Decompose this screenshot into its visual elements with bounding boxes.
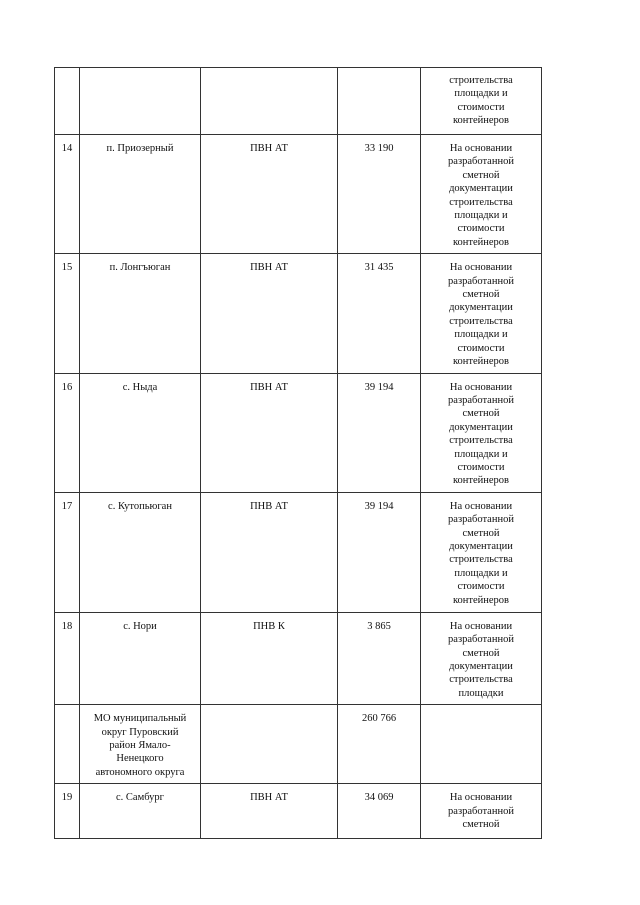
basis-line: площадки и xyxy=(454,210,508,222)
basis-cell xyxy=(421,492,542,612)
municipality-line: МО муниципальный xyxy=(93,713,187,725)
basis-line: площадки и xyxy=(454,329,508,341)
basis-cell xyxy=(421,68,542,135)
basis-line: сметной xyxy=(462,169,500,181)
basis-line: документации xyxy=(449,421,513,433)
row-number-cell: 15 xyxy=(55,254,80,373)
basis-line: сметной xyxy=(462,408,500,420)
basis-line: разработанной xyxy=(448,394,514,406)
basis-cell xyxy=(421,784,542,839)
basis-line: площадки и xyxy=(454,448,508,460)
site-type-cell xyxy=(201,705,338,784)
basis-line: площадки xyxy=(458,687,504,699)
basis-line: строительства xyxy=(449,196,513,208)
settlement-cell: п. Приозерный xyxy=(80,135,201,254)
basis-cell xyxy=(421,254,542,373)
row-number-cell: 16 xyxy=(55,373,80,492)
site-type-cell: ПНВ АТ xyxy=(201,492,338,612)
basis-line: На основании xyxy=(449,500,513,512)
row-number-cell xyxy=(55,705,80,784)
basis-line: разработанной xyxy=(448,275,514,287)
basis-line: сметной xyxy=(462,647,500,659)
basis-line: контейнеров xyxy=(452,475,510,487)
row-number-cell: 14 xyxy=(55,135,80,254)
basis-line: документации xyxy=(449,302,513,314)
settlement-cell: п. Лонгъюган xyxy=(80,254,201,373)
subtotal-row xyxy=(55,705,542,784)
row-number-cell: 19 xyxy=(55,784,80,839)
row-number-cell: 17 xyxy=(55,492,80,612)
table-row xyxy=(55,492,542,612)
site-type-cell: ПВН АТ xyxy=(201,373,338,492)
settlement-cell: с. Ныда xyxy=(80,373,201,492)
amount-cell: 31 435 xyxy=(338,254,421,373)
municipality-line: район Ямало- xyxy=(109,740,171,751)
basis-line: сметной xyxy=(462,289,500,301)
settlement-cell: с. Нори xyxy=(80,612,201,704)
basis-line: разработанной xyxy=(448,156,514,168)
settlement-cell: с. Кутопьюган xyxy=(80,492,201,612)
basis-line: строительства xyxy=(449,435,513,447)
basis-line: разработанной xyxy=(448,514,514,526)
basis-line: На основании xyxy=(449,143,513,154)
basis-cell xyxy=(421,612,542,704)
basis-line: На основании xyxy=(449,381,513,393)
table-row xyxy=(55,68,542,135)
site-type-cell: ПВН АТ xyxy=(201,784,338,839)
basis-line: стоимости xyxy=(457,581,505,593)
basis-line: документации xyxy=(449,183,513,195)
table-row xyxy=(55,612,542,704)
basis-line: сметной xyxy=(462,527,500,539)
table-row xyxy=(55,254,542,373)
subtotal-amount-cell: 260 766 xyxy=(338,705,421,784)
basis-line: сметной xyxy=(462,819,500,831)
amount-cell: 33 190 xyxy=(338,135,421,254)
site-type-cell: ПВН АТ xyxy=(201,254,338,373)
basis-cell xyxy=(421,373,542,492)
basis-line: разработанной xyxy=(448,805,514,817)
table-row xyxy=(55,135,542,254)
amount-cell: 39 194 xyxy=(338,492,421,612)
municipality-cell xyxy=(80,705,201,784)
basis-line: стоимости xyxy=(457,101,505,113)
basis-line: разработанной xyxy=(448,634,514,646)
amount-cell xyxy=(338,68,421,135)
basis-line: площадки и xyxy=(454,88,508,100)
amount-cell: 39 194 xyxy=(338,373,421,492)
basis-line: документации xyxy=(449,540,513,552)
basis-line: контейнеров xyxy=(452,236,510,248)
amount-cell: 3 865 xyxy=(338,612,421,704)
basis-line: На основании xyxy=(449,262,513,274)
amount-cell: 34 069 xyxy=(338,784,421,839)
table-row xyxy=(55,373,542,492)
municipality-line: Ненецкого xyxy=(116,753,164,765)
settlement-cell: с. Самбург xyxy=(80,784,201,839)
basis-line: документации xyxy=(449,660,513,672)
data-table xyxy=(54,67,542,839)
basis-line: площадки и xyxy=(454,567,508,579)
table-row xyxy=(55,784,542,839)
basis-line: На основании xyxy=(449,620,513,632)
basis-line: строительства xyxy=(449,75,513,86)
basis-line: контейнеров xyxy=(452,356,510,368)
basis-line: строительства xyxy=(449,315,513,327)
municipality-line: автономного округа xyxy=(95,766,185,778)
row-number-cell: 18 xyxy=(55,612,80,704)
municipality-line: округ Пуровский xyxy=(101,726,179,738)
basis-cell xyxy=(421,705,542,784)
basis-line: стоимости xyxy=(457,223,505,235)
basis-line: контейнеров xyxy=(452,115,510,127)
basis-line: стоимости xyxy=(457,461,505,473)
site-type-cell xyxy=(201,68,338,135)
basis-line: контейнеров xyxy=(452,594,510,606)
basis-line: стоимости xyxy=(457,342,505,354)
site-type-cell: ПВН АТ xyxy=(201,135,338,254)
settlement-cell xyxy=(80,68,201,135)
row-number-cell xyxy=(55,68,80,135)
basis-cell xyxy=(421,135,542,254)
basis-line: строительства xyxy=(449,674,513,686)
basis-line: На основании xyxy=(449,792,513,804)
basis-line: строительства xyxy=(449,554,513,566)
site-type-cell: ПНВ К xyxy=(201,612,338,704)
